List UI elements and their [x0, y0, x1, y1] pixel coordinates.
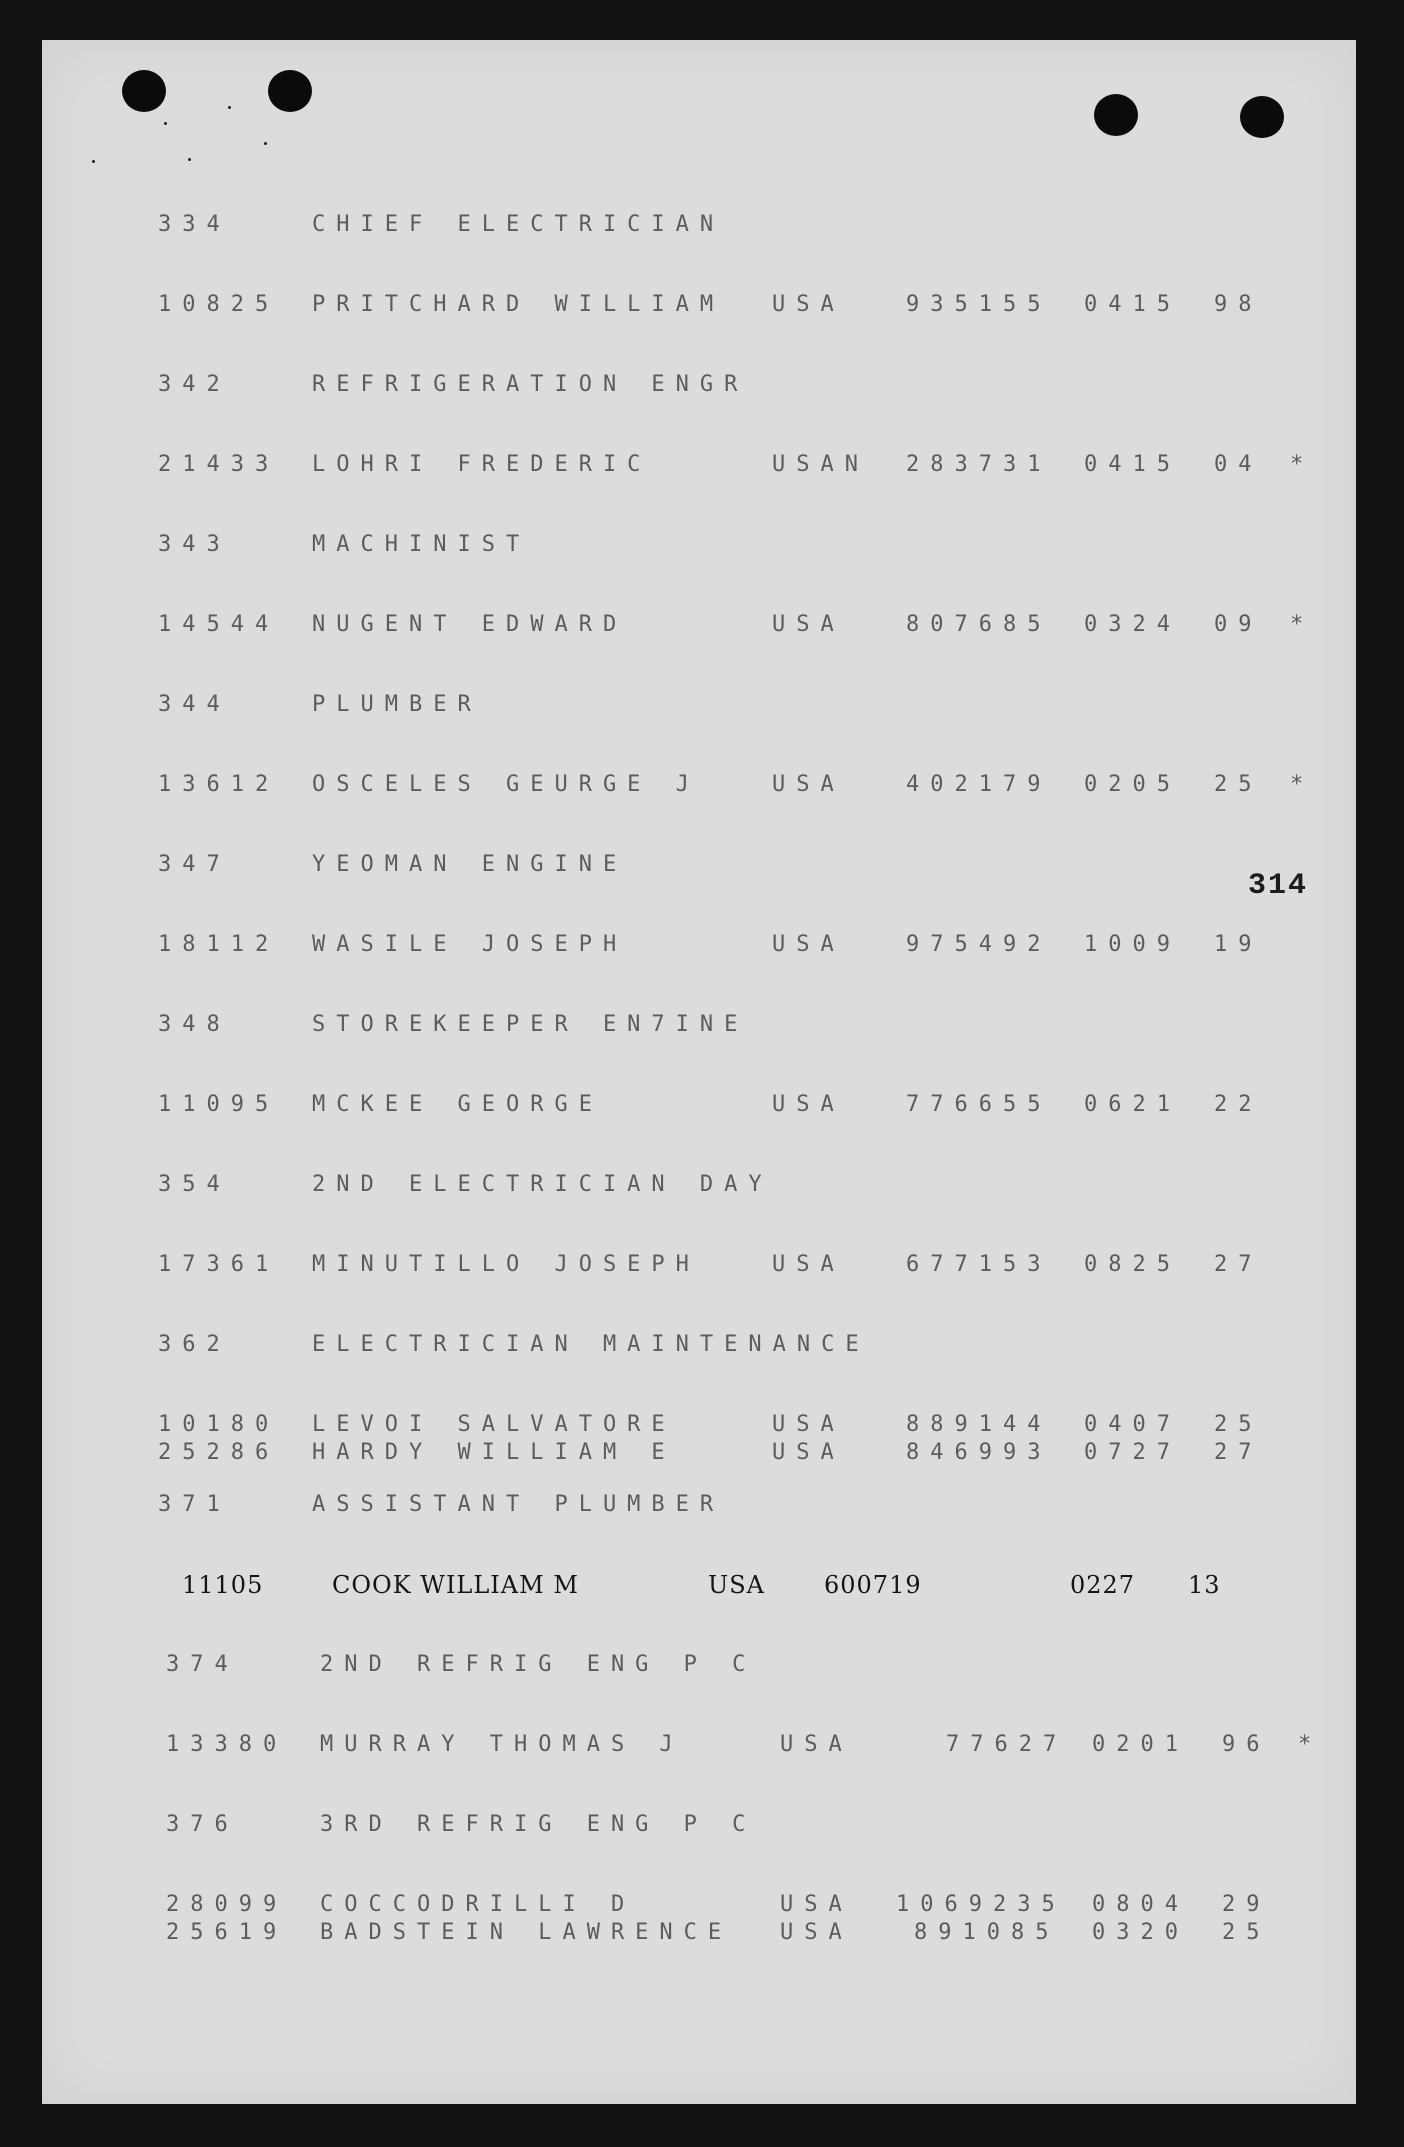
crew-value: 04 — [1214, 452, 1263, 477]
crew-country: USAN — [772, 452, 869, 477]
page-number: 314 — [1248, 869, 1309, 903]
rating-code: 362 — [158, 1332, 231, 1357]
crew-country: USA — [780, 1732, 853, 1757]
crew-date: 0727 — [1084, 1440, 1181, 1465]
rating-title: ASSISTANT PLUMBER — [312, 1492, 725, 1517]
crew-date: 0227 — [1070, 1571, 1136, 1599]
ink-speck — [92, 160, 95, 163]
crew-country: USA — [772, 1412, 845, 1437]
crew-value: 13 — [1188, 1571, 1221, 1599]
crew-number: 600719 — [824, 1571, 922, 1599]
crew-value: 29 — [1222, 1892, 1271, 1917]
crew-value: 98 — [1214, 292, 1263, 317]
crew-id: 25286 — [158, 1440, 280, 1465]
crew-id: 11095 — [158, 1092, 280, 1117]
crew-id: 11105 — [182, 1571, 264, 1599]
rating-title: YEOMAN ENGINE — [312, 852, 628, 877]
rating-code: 376 — [166, 1812, 239, 1837]
crew-name: WASILE JOSEPH — [312, 932, 628, 957]
crew-value: 27 — [1214, 1252, 1263, 1277]
crew-date: 0205 — [1084, 772, 1181, 797]
crew-name: MINUTILLO JOSEPH — [312, 1252, 700, 1277]
crew-number: 677153 — [906, 1252, 1052, 1277]
crew-number: 889144 — [906, 1412, 1052, 1437]
crew-id: 13612 — [158, 772, 280, 797]
rating-code: 344 — [158, 692, 231, 717]
crew-number: 975492 — [906, 932, 1052, 957]
crew-number: 1069235 — [896, 1892, 1066, 1917]
rating-title: ELECTRICIAN MAINTENANCE — [312, 1332, 870, 1357]
rating-title: MACHINIST — [312, 532, 531, 557]
crew-name: MURRAY THOMAS J — [320, 1732, 684, 1757]
punch-hole — [1094, 94, 1138, 136]
crew-date: 1009 — [1084, 932, 1181, 957]
crew-date: 0201 — [1092, 1732, 1189, 1757]
rating-code: 348 — [158, 1012, 231, 1037]
rating-title: STOREKEEPER EN7INE — [312, 1012, 749, 1037]
crew-name: LEVOI SALVATORE — [312, 1412, 676, 1437]
crew-value: 96 — [1222, 1732, 1271, 1757]
crew-value: 25 — [1214, 1412, 1263, 1437]
crew-country: USA — [772, 932, 845, 957]
ink-speck — [264, 142, 267, 145]
rating-title: 2ND REFRIG ENG P C — [320, 1652, 757, 1677]
crew-country: USA — [772, 1092, 845, 1117]
crew-date: 0320 — [1092, 1920, 1189, 1945]
crew-name: NUGENT EDWARD — [312, 612, 628, 637]
crew-number: 283731 — [906, 452, 1052, 477]
crew-name: COCCODRILLI D — [320, 1892, 636, 1917]
crew-date: 0804 — [1092, 1892, 1189, 1917]
punch-hole — [1240, 96, 1284, 138]
crew-country: USA — [780, 1920, 853, 1945]
asterisk-mark: * — [1290, 772, 1315, 797]
crew-id: 21433 — [158, 452, 280, 477]
crew-id: 17361 — [158, 1252, 280, 1277]
rating-code: 354 — [158, 1172, 231, 1197]
crew-name: MCKEE GEORGE — [312, 1092, 603, 1117]
crew-id: 13380 — [166, 1732, 288, 1757]
crew-value: 09 — [1214, 612, 1263, 637]
crew-value: 27 — [1214, 1440, 1263, 1465]
crew-date: 0415 — [1084, 292, 1181, 317]
crew-country: USA — [780, 1892, 853, 1917]
crew-name: PRITCHARD WILLIAM — [312, 292, 725, 317]
crew-country: USA — [772, 612, 845, 637]
crew-date: 0825 — [1084, 1252, 1181, 1277]
ink-speck — [188, 158, 191, 161]
punch-hole — [268, 70, 312, 112]
crew-value: 25 — [1214, 772, 1263, 797]
crew-name: COOK WILLIAM M — [332, 1571, 579, 1599]
asterisk-mark: * — [1290, 452, 1315, 477]
crew-id: 10825 — [158, 292, 280, 317]
rating-code: 374 — [166, 1652, 239, 1677]
crew-name: HARDY WILLIAM E — [312, 1440, 676, 1465]
crew-name: OSCELES GEURGE J — [312, 772, 700, 797]
crew-id: 25619 — [166, 1920, 288, 1945]
crew-id: 14544 — [158, 612, 280, 637]
crew-value: 25 — [1222, 1920, 1271, 1945]
crew-number: 935155 — [906, 292, 1052, 317]
crew-date: 0621 — [1084, 1092, 1181, 1117]
ink-speck — [228, 106, 231, 109]
crew-number: 846993 — [906, 1440, 1052, 1465]
document-page — [42, 40, 1356, 2104]
rating-title: CHIEF ELECTRICIAN — [312, 212, 725, 237]
crew-country: USA — [708, 1571, 765, 1599]
punch-hole — [122, 70, 166, 112]
rating-title: 2ND ELECTRICIAN DAY — [312, 1172, 773, 1197]
crew-name: LOHRI FREDERIC — [312, 452, 652, 477]
rating-code: 371 — [158, 1492, 231, 1517]
crew-date: 0407 — [1084, 1412, 1181, 1437]
rating-code: 347 — [158, 852, 231, 877]
crew-country: USA — [772, 772, 845, 797]
asterisk-mark: * — [1298, 1732, 1323, 1757]
crew-country: USA — [772, 1440, 845, 1465]
asterisk-mark: * — [1290, 612, 1315, 637]
crew-id: 10180 — [158, 1412, 280, 1437]
crew-country: USA — [772, 1252, 845, 1277]
crew-name: BADSTEIN LAWRENCE — [320, 1920, 733, 1945]
crew-value: 22 — [1214, 1092, 1263, 1117]
crew-id: 18112 — [158, 932, 280, 957]
crew-value: 19 — [1214, 932, 1263, 957]
rating-title: PLUMBER — [312, 692, 482, 717]
crew-id: 28099 — [166, 1892, 288, 1917]
rating-code: 342 — [158, 372, 231, 397]
crew-country: USA — [772, 292, 845, 317]
rating-title: 3RD REFRIG ENG P C — [320, 1812, 757, 1837]
rating-title: REFRIGERATION ENGR — [312, 372, 749, 397]
crew-number: 807685 — [906, 612, 1052, 637]
crew-number: 402179 — [906, 772, 1052, 797]
crew-date: 0415 — [1084, 452, 1181, 477]
crew-number: 776655 — [906, 1092, 1052, 1117]
ink-speck — [164, 122, 167, 125]
rating-code: 343 — [158, 532, 231, 557]
crew-number: 891085 — [914, 1920, 1060, 1945]
rating-code: 334 — [158, 212, 231, 237]
crew-number: 77627 — [946, 1732, 1068, 1757]
crew-date: 0324 — [1084, 612, 1181, 637]
